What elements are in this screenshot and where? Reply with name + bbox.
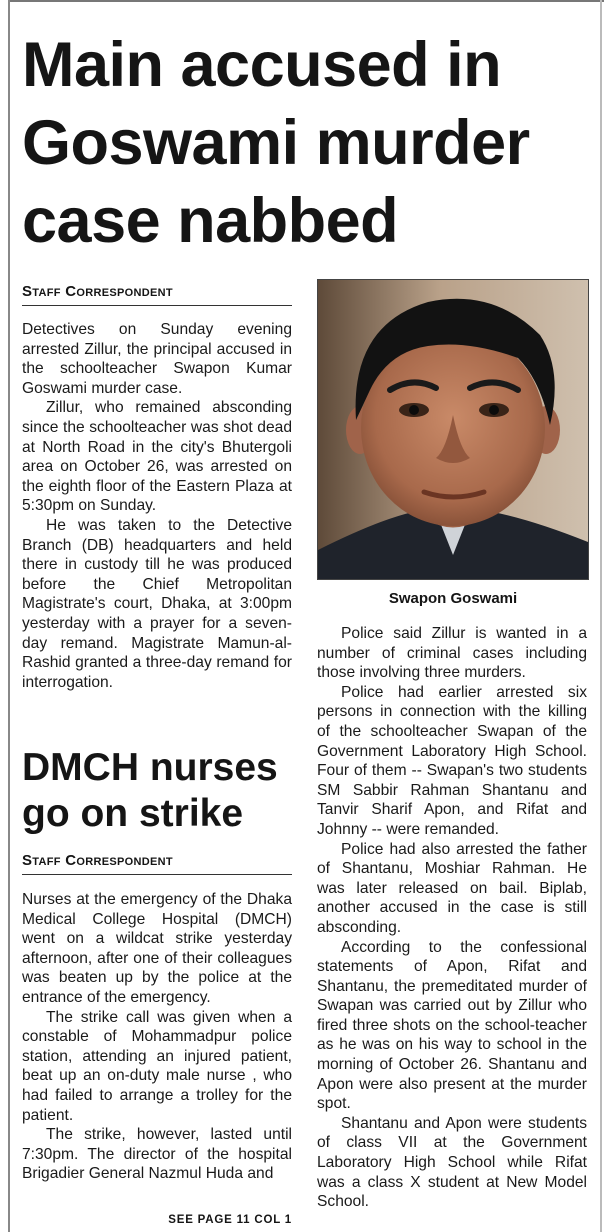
right-border (600, 0, 602, 1232)
article-paragraph: Police had also arrested the father of Shantanu, Moshiar Rahman. He was later released on bail. Biplab, another accused in the case is still absconding. (317, 840, 587, 936)
continuation-jump-line: SEE PAGE 11 COL 1 (168, 1214, 292, 1226)
article-headline: Main accused in Goswami murder case nabbed (22, 30, 530, 256)
second-byline-rule (22, 874, 292, 875)
article-left-column (22, 320, 292, 692)
portrait-illustration (318, 280, 588, 579)
byline-rule (22, 305, 292, 306)
second-article-headline: DMCH nurses go on strike (22, 746, 278, 835)
second-article-column (22, 890, 292, 1184)
top-border (10, 0, 604, 2)
article-paragraph: The strike call was given when a constable of Mohammadpur police station, attending an injured patient, beat up an on-duty male nurse , who had failed to arrange a trolley for the patient. (22, 1008, 292, 1124)
article-paragraph: Zillur, who remained absconding since the schoolteacher was shot dead at North Road in the city's Bhutergoli area on October 26, was arrested on the eighth floor of the Eastern Plaza at 5:30pm on Sunday. (22, 399, 292, 515)
second-article-byline: Staff Correspondent (22, 852, 173, 869)
article-paragraph: Police had earlier arrested six persons in connection with the killing of the schoolteacher Swapan of the Government Laboratory High School. Four of them -- Swapan's two students SM Sabbir Rahman Shantanu and Tanvir Sharif Apon, and Rifat and Johnny -- were remanded. (317, 683, 587, 838)
article-paragraph: Nurses at the emergency of the Dhaka Medical College Hospital (DMCH) went on a wildcat strike yesterday afternoon, after one of their colleagues was beaten up by the police at the entrance of the emergency. (22, 891, 292, 1006)
article-right-column (317, 624, 587, 1212)
article-paragraph: Shantanu and Apon were students of class VII at the Government Laboratory High School while Rifat was a class X student at New Model School. (317, 1114, 587, 1211)
article-paragraph: He was taken to the Detective Branch (DB) headquarters and held there in custody till he was produced before the Chief Metropolitan Magistrate's court, Dhaka, at 3:00pm yesterday with a prayer for a seven-day remand. Magistrate Mamun-al-Rashid granted a three-day remand for interrogation. (22, 516, 292, 691)
portrait-photo (317, 279, 589, 580)
photo-caption: Swapon Goswami (388, 590, 518, 607)
article-paragraph: Police said Zillur is wanted in a number of criminal cases including those involving three murders. (317, 625, 587, 682)
article-paragraph: According to the confessional statements of Apon, Rifat and Shantanu, the premeditated murder of Swapan was carried out by Zillur who fired three shots on the school-teacher as he was on his way to school in the morning of October 26. Shantanu and Apon were also present at the murder spot. (317, 938, 587, 1113)
left-border (8, 0, 10, 1232)
article-paragraph: The strike, however, lasted until 7:30pm. The director of the hospital Brigadier General Nazmul Huda and (22, 1126, 292, 1183)
article-paragraph: Detectives on Sunday evening arrested Zillur, the principal accused in the schoolteacher Swapon Kumar Goswami murder case. (22, 321, 292, 397)
article-byline: Staff Correspondent (22, 283, 173, 300)
